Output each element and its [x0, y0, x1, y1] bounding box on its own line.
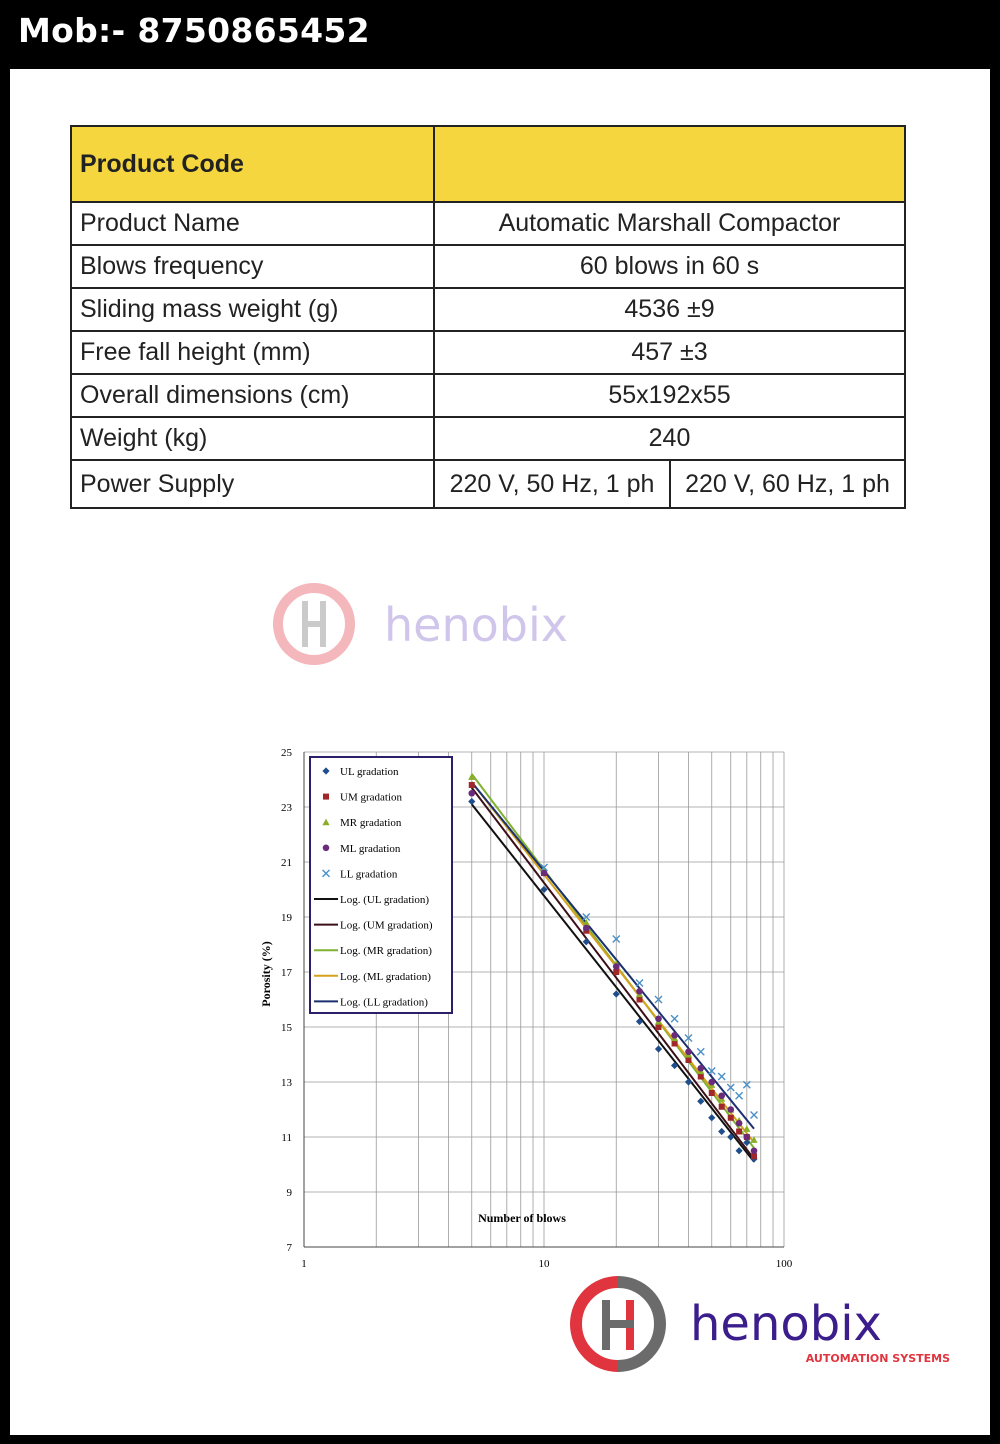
data-point [655, 1045, 662, 1052]
row-value: 55x192x55 [434, 374, 905, 417]
x-tick-label: 1 [301, 1258, 307, 1270]
data-point [718, 1073, 725, 1080]
data-point [736, 1120, 743, 1127]
data-point [672, 1041, 678, 1047]
data-point [323, 794, 329, 800]
row-value: 240 [434, 417, 905, 460]
row-label: Blows frequency [71, 245, 434, 288]
legend-entry: LL gradation [340, 868, 398, 881]
power-supply-label: Power Supply [71, 460, 434, 508]
data-point [656, 1024, 662, 1030]
data-point [751, 1153, 757, 1159]
legend-entry: UM gradation [340, 791, 403, 804]
data-point [636, 988, 643, 995]
row-label: Weight (kg) [71, 417, 434, 460]
table-row [71, 245, 905, 288]
watermark-brand-text: henobix [384, 598, 568, 652]
data-point [727, 1106, 734, 1113]
x-axis-label: Number of blows [478, 1211, 566, 1225]
data-point [468, 790, 475, 797]
data-point [736, 1129, 742, 1135]
table-row [71, 331, 905, 374]
data-point [655, 1015, 662, 1022]
row-label: Free fall height (mm) [71, 331, 434, 374]
data-point [613, 969, 619, 975]
legend-entry: MR gradation [340, 817, 402, 830]
y-tick-label: 17 [281, 967, 292, 979]
legend-entry: Log. (UL gradation) [340, 894, 430, 906]
data-point [468, 798, 475, 805]
data-point [709, 1090, 715, 1096]
table-row [71, 288, 905, 331]
row-value: Automatic Marshall Compactor [434, 202, 905, 245]
spec-table [70, 125, 906, 509]
table-row [71, 374, 905, 417]
legend-entry: ML gradation [340, 842, 401, 855]
mobile-number: Mob:- 8750865452 [18, 11, 370, 50]
x-tick-label: 100 [775, 1258, 793, 1270]
y-tick-label: 23 [281, 802, 292, 814]
power-supply-row [71, 460, 905, 508]
logo-brand-text: henobix [690, 1296, 882, 1352]
table-row [71, 202, 905, 245]
data-point [744, 1134, 751, 1141]
data-point [613, 963, 620, 970]
data-point [469, 782, 475, 788]
legend-entry: Log. (LL gradation) [340, 996, 428, 1009]
y-tick-label: 15 [281, 1022, 292, 1034]
data-point [751, 1147, 758, 1154]
data-point [708, 1114, 715, 1121]
power-supply-60hz: 220 V, 60 Hz, 1 ph [670, 460, 905, 508]
y-tick-label: 21 [281, 857, 292, 869]
data-point [728, 1115, 734, 1121]
y-tick-label: 25 [281, 747, 292, 759]
row-label: Sliding mass weight (g) [71, 288, 434, 331]
data-point [697, 1065, 704, 1072]
power-supply-50hz: 220 V, 50 Hz, 1 ph [434, 460, 670, 508]
data-point [735, 1147, 742, 1154]
product-code-label: Product Code [71, 126, 434, 202]
row-value: 457 ±3 [434, 331, 905, 374]
y-tick-label: 9 [286, 1187, 292, 1199]
data-point [685, 1078, 692, 1085]
row-label: Product Name [71, 202, 434, 245]
data-point [685, 1048, 692, 1055]
data-point [685, 1057, 691, 1063]
y-tick-label: 13 [281, 1077, 292, 1089]
data-point [583, 938, 590, 945]
row-value: 60 blows in 60 s [434, 245, 905, 288]
row-value: 4536 ±9 [434, 288, 905, 331]
row-label: Overall dimensions (cm) [71, 374, 434, 417]
x-tick-label: 10 [538, 1258, 550, 1270]
porosity-chart [240, 674, 800, 1270]
y-axis-label: Porosity (%) [259, 941, 273, 1007]
data-point [671, 1015, 678, 1022]
legend-entry: Log. (ML gradation) [340, 970, 431, 983]
data-point [751, 1112, 758, 1119]
data-point [719, 1104, 725, 1110]
data-point [583, 925, 590, 932]
y-tick-label: 19 [281, 912, 292, 924]
table-row [71, 417, 905, 460]
data-point [718, 1092, 725, 1099]
table-header-row [71, 126, 905, 202]
y-tick-label: 11 [281, 1132, 292, 1144]
watermark-logo [272, 579, 662, 669]
product-code-value [434, 126, 905, 202]
legend-entry: Log. (UM gradation) [340, 919, 433, 932]
y-tick-label: 7 [286, 1242, 292, 1254]
brand-logo [570, 1274, 950, 1374]
data-point [708, 1079, 715, 1086]
data-point [698, 1074, 704, 1080]
data-point [697, 1048, 704, 1055]
logo-tagline: AUTOMATION SYSTEMS [805, 1352, 950, 1365]
data-point [671, 1032, 678, 1039]
legend-entry: Log. (MR gradation) [340, 945, 432, 958]
chart-legend [310, 757, 452, 1013]
data-point [636, 980, 643, 987]
data-point [736, 1092, 743, 1099]
data-point [637, 997, 643, 1003]
legend-entry: UL gradation [340, 766, 399, 778]
data-point [718, 1128, 725, 1135]
content-panel [10, 69, 990, 1435]
data-point [323, 845, 330, 852]
